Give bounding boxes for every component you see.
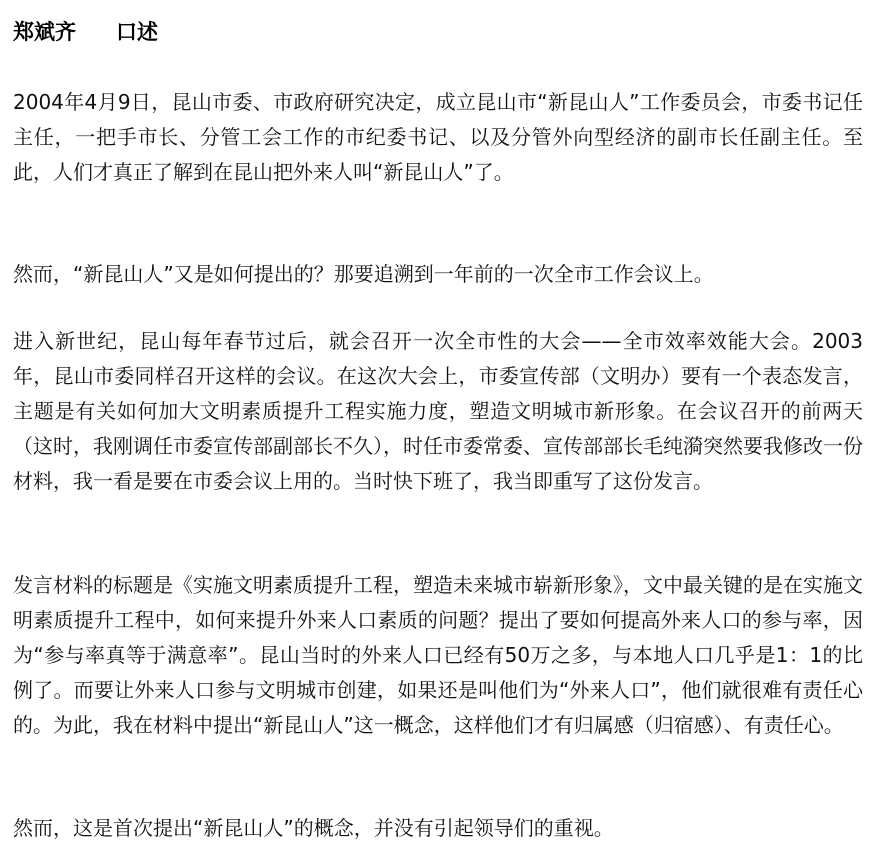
paragraph-3: 进入新世纪，昆山每年春节过后，就会召开一次全市性的大会——全市效率效能大会。2003年，昆山市委同样召开这样的会议。在这次大会上，市委宣传部（文明办）要有一个表态发言，主题是有关如何加大文明素质提升工程实施力度，塑造文明城市新形象。在会议召开的前两天（这时，我刚调任市委宣传部副部长不久），时任市委常委、宣传部部长毛纯漪突然要我修改一份材料，我一看是要在市委会议上用的。当时快下班了，我当即重写了这份发言。 xyxy=(13,329,863,493)
paragraph-1: 2004年4月9日，昆山市委、市政府研究决定，成立昆山市“新昆山人”工作委员会，市委书记任主任，一把手市长、分管工会工作的市纪委书记、以及分管外向型经济的副市长任副主任。至此，人们才真正了解到在昆山把外来人叫“新昆山人”了。 xyxy=(13,90,863,184)
paragraph-5: 然而，这是首次提出“新昆山人”的概念，并没有引起领导们的重视。 xyxy=(13,816,614,840)
narration-label: 口述 xyxy=(116,19,158,44)
author-name: 郑斌齐 xyxy=(13,19,76,44)
document-heading xyxy=(13,14,158,50)
paragraph-4: 发言材料的标题是《实施文明素质提升工程，塑造未来城市崭新形象》，文中最关键的是在实施文明素质提升工程中，如何来提升外来人口素质的问题？提出了要如何提高外来人口的参与率，因为“参与率真等于满意率”。昆山当时的外来人口已经有50万之多，与本地人口几乎是1：1的比例了。而要让外来人口参与文明城市创建，如果还是叫他们为“外来人口”，他们就很难有责任心的。为此，我在材料中提出“新昆山人”这一概念，这样他们才有归属感（归宿感）、有责任心。 xyxy=(13,573,863,737)
paragraph-2: 然而，“新昆山人”又是如何提出的？那要追溯到一年前的一次全市工作会议上。 xyxy=(13,262,714,286)
